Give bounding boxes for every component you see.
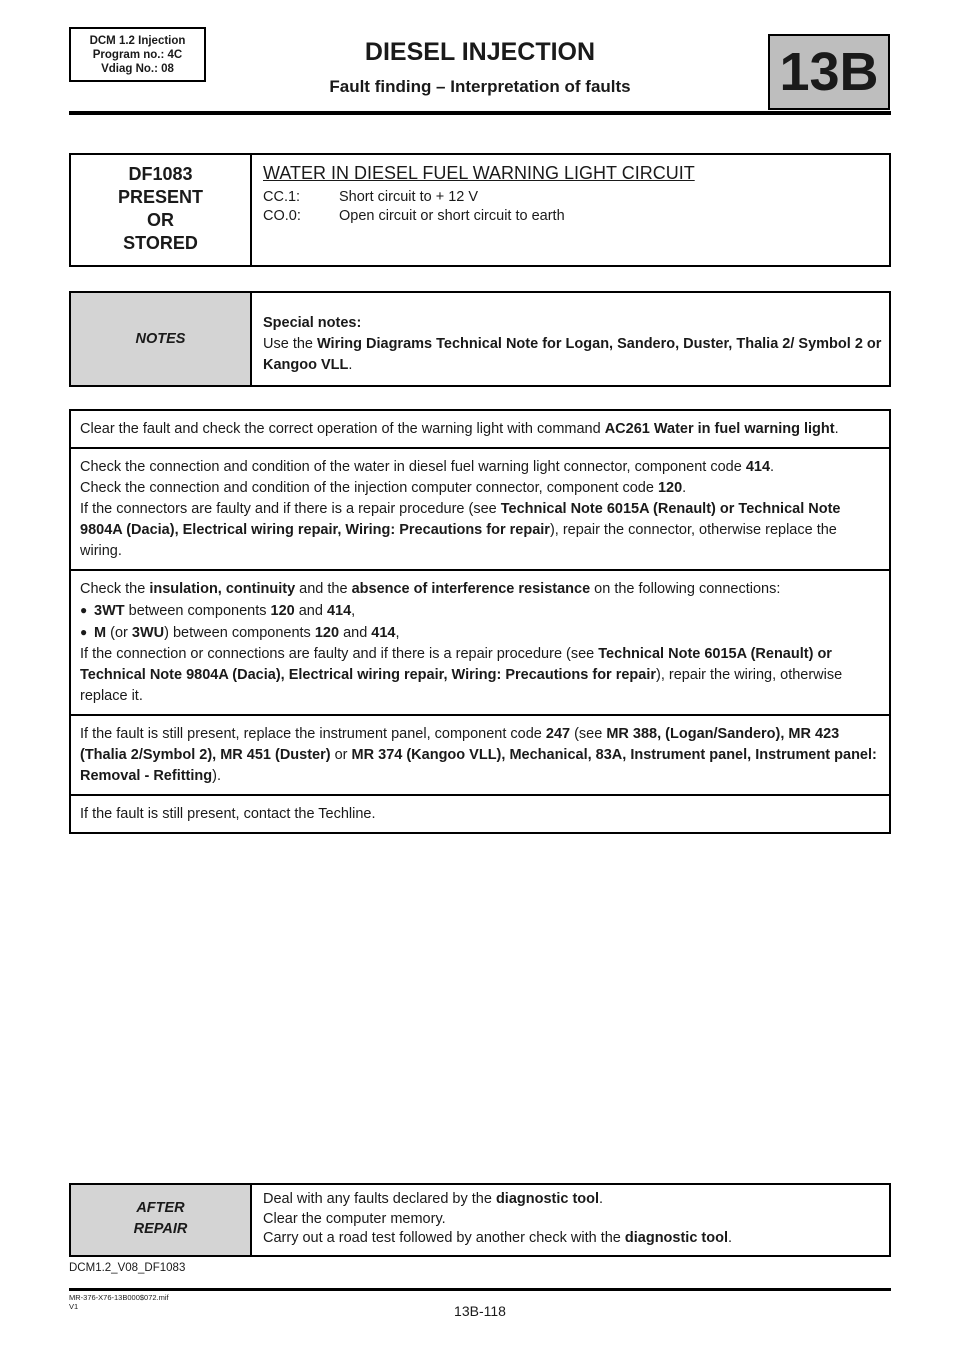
procedure-table (69, 409, 891, 834)
list-item: ● M (or 3WU) between components 120 and 414, (80, 622, 880, 644)
fault-code-id: CO.0: (263, 208, 301, 224)
procedure-step-check-connectors: Check the connection and condition of the water in diesel fuel warning light connector, component code 414. Check the connection and condition of the injection computer connector, component code 120. If the connectors are faulty and if there is a repair procedure (see Technical Note 6015A (Renault) or Technical Note 9804A (Dacia), Electrical wiring repair, Wiring: Precautions for repair), repair the connector, otherwise replace the wiring. (71, 449, 889, 571)
section-code-badge: 13B (768, 34, 890, 110)
header-divider (69, 111, 891, 115)
fault-status-stored: STORED (123, 233, 198, 253)
fault-title: WATER IN DIESEL FUEL WARNING LIGHT CIRCUIT (263, 163, 695, 183)
footer-version: V1 (69, 1302, 79, 1311)
fault-box (69, 153, 891, 267)
fault-description-cell (263, 163, 883, 226)
notes-text: Use the Wiring Diagrams Technical Note for Logan, Sandero, Duster, Thalia 2/ Symbol 2 or Kangoo VLL. (263, 336, 882, 373)
footer-file-name: MR-376-X76-13B000$072.mif (69, 1293, 169, 1302)
fault-code-row (263, 207, 883, 226)
fault-status-or: OR (147, 210, 174, 230)
fault-status-present: PRESENT (117, 187, 204, 207)
after-repair-box (69, 1183, 891, 1257)
page-title: DIESEL INJECTION (364, 38, 596, 66)
after-repair-label: AFTER REPAIR (71, 1185, 252, 1255)
fault-code: DF1083 (128, 164, 193, 184)
fault-code-id: CC.1: (263, 189, 301, 205)
notes-label: NOTES (71, 293, 252, 385)
procedure-step-check-wiring: Check the insulation, continuity and the absence of interference resistance on the following connections: ● 3WT between components 120 and 414, ● M (or 3WU) between components 120 and 414, If the connection or connections are faulty and if there is a repair procedure (see Technical Note 6015A (Renault) or Technical Note 9804A (Dacia), Electrical wiring repair, Wiring: Precautions for repair), repair the wiring, otherwise replace it. (71, 571, 889, 716)
fault-code-desc: Short circuit to + 12 V (339, 189, 479, 205)
page-subtitle: Fault finding – Interpretation of faults (329, 77, 631, 96)
list-item: ● 3WT between components 120 and 414, (80, 600, 880, 622)
after-repair-content: Deal with any faults declared by the diagnostic tool. Clear the computer memory. Carry out a road test followed by another check with the diagnostic tool. (263, 1191, 733, 1246)
procedure-step-clear-fault: Clear the fault and check the correct operation of the warning light with command AC261 Water in fuel warning light. (71, 411, 889, 449)
page-number: 13B-118 (454, 1303, 506, 1319)
notes-heading: Special notes: (263, 315, 362, 331)
notes-box (69, 291, 891, 387)
bullet-icon: ● (80, 603, 88, 617)
procedure-step-contact-techline: If the fault is still present, contact the Techline. (80, 806, 376, 822)
procedure-step-replace-instrument-panel: If the fault is still present, replace the instrument panel, component code 247 (see MR 388, (Logan/Sandero), MR 423 (Thalia 2/Symbol 2), MR 451 (Duster) or MR 374 (Kangoo VLL), Mechanical, 83A, Instrument panel, Instrument panel: Removal - Refitting). (71, 716, 889, 796)
fault-code-desc: Open circuit or short circuit to earth (339, 208, 565, 224)
bullet-icon: ● (80, 625, 88, 639)
notes-content (263, 313, 883, 376)
dcm-line-1: DCM 1.2 Injection (89, 35, 186, 47)
dcm-line-3: Vdiag No.: 08 (101, 63, 174, 75)
document-reference: DCM1.2_V08_DF1083 (69, 1262, 186, 1274)
fault-code-row (263, 188, 883, 207)
footer-divider (69, 1288, 891, 1291)
dcm-line-2: Program no.: 4C (92, 49, 183, 61)
fault-status-cell (71, 155, 252, 265)
